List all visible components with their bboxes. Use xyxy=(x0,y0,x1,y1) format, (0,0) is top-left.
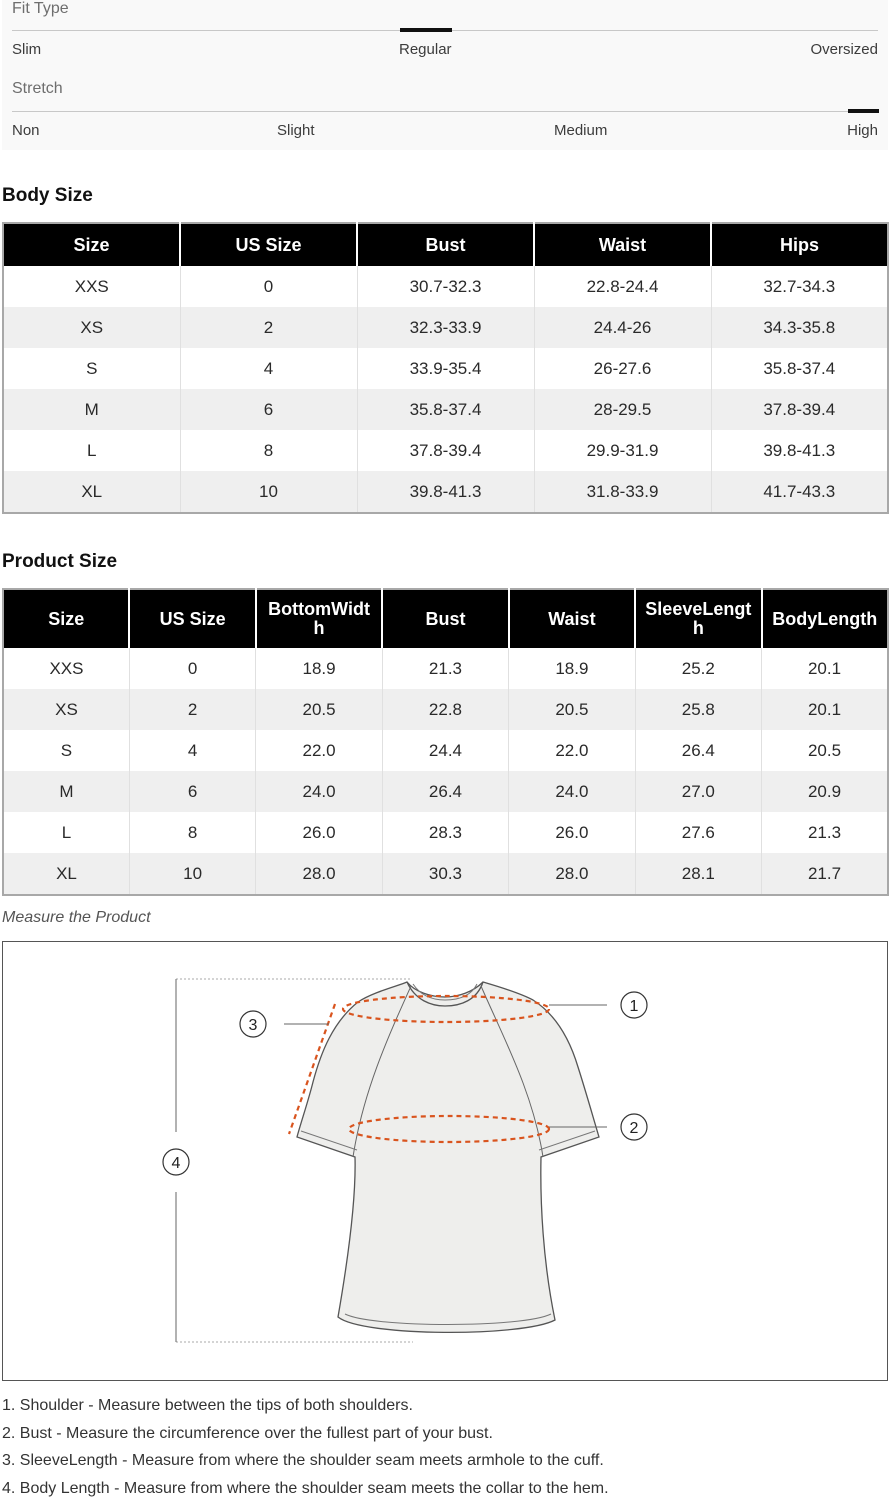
table-cell: 30.3 xyxy=(382,853,508,895)
marker-4-label: 4 xyxy=(172,1155,181,1172)
table-cell: 22.8 xyxy=(382,689,508,730)
marker-1-label: 1 xyxy=(630,998,639,1015)
table-cell: 41.7-43.3 xyxy=(711,471,888,513)
marker-1 xyxy=(621,992,647,1018)
table-cell: 0 xyxy=(129,648,255,689)
table-cell: 27.0 xyxy=(635,771,761,812)
table-cell: 24.0 xyxy=(509,771,635,812)
fit-type-label-regular: Regular xyxy=(399,41,452,58)
body-size-title: Body Size xyxy=(2,185,93,207)
table-row xyxy=(3,771,888,812)
table-cell: 4 xyxy=(180,348,357,389)
table-row xyxy=(3,307,888,348)
column-header-us-size: US Size xyxy=(180,223,357,266)
marker-3-label: 3 xyxy=(249,1017,258,1034)
table-cell: 31.8-33.9 xyxy=(534,471,711,513)
table-cell: 28.3 xyxy=(382,812,508,853)
stretch-selected-marker xyxy=(848,109,879,113)
table-cell: 18.9 xyxy=(509,648,635,689)
table-cell: 37.8-39.4 xyxy=(357,430,534,471)
table-cell: 30.7-32.3 xyxy=(357,266,534,307)
table-cell: XXS xyxy=(3,266,180,307)
table-cell: M xyxy=(3,771,129,812)
table-row xyxy=(3,648,888,689)
table-cell: S xyxy=(3,730,129,771)
table-row xyxy=(3,348,888,389)
table-header-row xyxy=(3,223,888,266)
marker-2 xyxy=(621,1114,647,1140)
column-header-waist: Waist xyxy=(534,223,711,266)
stretch-track xyxy=(12,111,878,112)
column-header-size: Size xyxy=(3,223,180,266)
table-cell: 26.4 xyxy=(382,771,508,812)
table-cell: 25.8 xyxy=(635,689,761,730)
stretch-label-slight: Slight xyxy=(277,122,315,139)
column-header-waist: Waist xyxy=(509,589,635,648)
table-cell: 28.0 xyxy=(256,853,382,895)
fit-type-label-oversized: Oversized xyxy=(810,41,878,58)
table-cell: 32.3-33.9 xyxy=(357,307,534,348)
table-cell: XL xyxy=(3,471,180,513)
table-cell: XL xyxy=(3,853,129,895)
table-cell: 0 xyxy=(180,266,357,307)
table-cell: L xyxy=(3,430,180,471)
product-size-table xyxy=(2,588,889,896)
table-row xyxy=(3,389,888,430)
table-cell: 37.8-39.4 xyxy=(711,389,888,430)
table-cell: 21.3 xyxy=(382,648,508,689)
stretch-label-high: High xyxy=(847,122,878,139)
table-cell: 24.4 xyxy=(382,730,508,771)
table-cell: 34.3-35.8 xyxy=(711,307,888,348)
table-cell: XXS xyxy=(3,648,129,689)
table-cell: 6 xyxy=(180,389,357,430)
table-cell: 4 xyxy=(129,730,255,771)
table-cell: 6 xyxy=(129,771,255,812)
table-cell: S xyxy=(3,348,180,389)
table-cell: 28-29.5 xyxy=(534,389,711,430)
table-cell: XS xyxy=(3,307,180,348)
stretch-label-non: Non xyxy=(12,122,40,139)
table-cell: L xyxy=(3,812,129,853)
table-cell: 20.9 xyxy=(762,771,888,812)
table-cell: 24.4-26 xyxy=(534,307,711,348)
table-cell: 21.7 xyxy=(762,853,888,895)
column-header-bust: Bust xyxy=(382,589,508,648)
table-cell: 2 xyxy=(180,307,357,348)
note-body-length: 4. Body Length - Measure from where the shoulder seam meets the collar to the hem. xyxy=(2,1478,609,1505)
table-cell: 20.1 xyxy=(762,689,888,730)
stretch-label-medium: Medium xyxy=(554,122,607,139)
fit-type-title: Fit Type xyxy=(12,0,69,18)
table-cell: 22.8-24.4 xyxy=(534,266,711,307)
table-cell: 10 xyxy=(180,471,357,513)
table-cell: 20.5 xyxy=(762,730,888,771)
table-cell: 24.0 xyxy=(256,771,382,812)
table-cell: 26.4 xyxy=(635,730,761,771)
note-sleeve-length: 3. SleeveLength - Measure from where the shoulder seam meets armhole to the cuff. xyxy=(2,1450,609,1478)
column-header-bottom-width: BottomWidth xyxy=(256,589,382,648)
tshirt-diagram xyxy=(3,942,887,1380)
table-cell: 26.0 xyxy=(256,812,382,853)
measurement-notes xyxy=(2,1395,609,1505)
table-cell: 32.7-34.3 xyxy=(711,266,888,307)
table-header-row xyxy=(3,589,888,648)
table-cell: 26.0 xyxy=(509,812,635,853)
note-shoulder: 1. Shoulder - Measure between the tips of both shoulders. xyxy=(2,1395,609,1423)
table-cell: 8 xyxy=(180,430,357,471)
note-bust: 2. Bust - Measure the circumference over the fullest part of your bust. xyxy=(2,1423,609,1451)
marker-2-label: 2 xyxy=(630,1120,639,1137)
table-cell: 2 xyxy=(129,689,255,730)
table-cell: 18.9 xyxy=(256,648,382,689)
table-cell: 28.0 xyxy=(509,853,635,895)
column-header-us-size: US Size xyxy=(129,589,255,648)
table-cell: M xyxy=(3,389,180,430)
table-cell: 26-27.6 xyxy=(534,348,711,389)
table-row xyxy=(3,471,888,513)
table-cell: 39.8-41.3 xyxy=(357,471,534,513)
table-cell: 20.1 xyxy=(762,648,888,689)
column-header-size: Size xyxy=(3,589,129,648)
stretch-title: Stretch xyxy=(12,80,63,98)
marker-4 xyxy=(163,1149,189,1175)
table-cell: 10 xyxy=(129,853,255,895)
table-row xyxy=(3,730,888,771)
table-row xyxy=(3,689,888,730)
fit-stretch-panel xyxy=(2,0,888,150)
marker-3 xyxy=(240,1011,266,1037)
table-cell: 28.1 xyxy=(635,853,761,895)
table-cell: 33.9-35.4 xyxy=(357,348,534,389)
table-cell: 25.2 xyxy=(635,648,761,689)
table-cell: 20.5 xyxy=(509,689,635,730)
table-row xyxy=(3,853,888,895)
table-cell: 35.8-37.4 xyxy=(357,389,534,430)
table-row xyxy=(3,266,888,307)
table-cell: 21.3 xyxy=(762,812,888,853)
table-cell: 39.8-41.3 xyxy=(711,430,888,471)
table-cell: 22.0 xyxy=(256,730,382,771)
column-header-sleeve-length: SleeveLength xyxy=(635,589,761,648)
fit-type-label-slim: Slim xyxy=(12,41,41,58)
measure-caption: Measure the Product xyxy=(2,909,151,927)
product-size-title: Product Size xyxy=(2,551,117,573)
table-cell: 22.0 xyxy=(509,730,635,771)
table-cell: XS xyxy=(3,689,129,730)
table-row xyxy=(3,430,888,471)
column-header-hips: Hips xyxy=(711,223,888,266)
tshirt-outline xyxy=(297,982,599,1332)
body-size-table xyxy=(2,222,889,514)
table-cell: 29.9-31.9 xyxy=(534,430,711,471)
table-cell: 20.5 xyxy=(256,689,382,730)
table-cell: 8 xyxy=(129,812,255,853)
fit-type-selected-marker xyxy=(400,28,452,32)
column-header-bust: Bust xyxy=(357,223,534,266)
measurement-diagram xyxy=(2,941,888,1381)
column-header-body-length: BodyLength xyxy=(762,589,888,648)
table-row xyxy=(3,812,888,853)
table-cell: 35.8-37.4 xyxy=(711,348,888,389)
table-cell: 27.6 xyxy=(635,812,761,853)
